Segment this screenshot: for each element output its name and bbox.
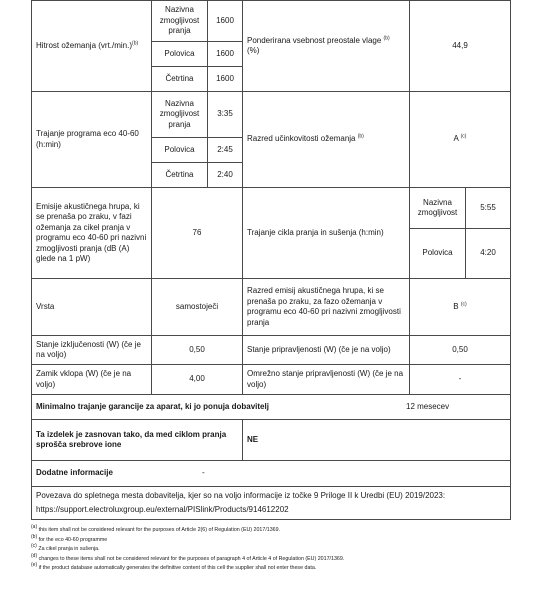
residual-moisture-label: Ponderirana vsebnost preostale vlage $^{(b)}$ (%) <box>247 34 390 55</box>
duration-value-quarter: 2:40 <box>207 162 243 188</box>
network-standby-value: - <box>409 364 511 395</box>
wash-dry-cycle-label: Trajanje cikla pranja in sušenja (h:min) <box>247 227 384 237</box>
supplier-link-url[interactable]: https://support.electroluxgroup.eu/external/PISlink/Products/914612202 <box>36 504 289 514</box>
spin-speed-value-quarter: 1600 <box>207 66 243 92</box>
residual-moisture-value: 44,9 <box>409 0 511 92</box>
off-mode-label: Stanje izključenosti (W) (če je na voljo) <box>36 339 141 359</box>
off-mode-label-cell <box>31 335 152 365</box>
spin-speed-label-cell <box>31 0 152 92</box>
warranty-row <box>31 394 511 420</box>
spin-speed-value-rated: 1600 <box>207 0 243 42</box>
additional-info-label: Dodatne informacije <box>36 468 113 478</box>
residual-moisture-label-cell <box>242 0 410 92</box>
spin-speed-program-half: Polovica <box>151 41 208 67</box>
spin-efficiency-label-cell <box>242 91 410 188</box>
warranty-value: 12 mesecev <box>406 401 450 411</box>
noise-class-label: Razred emisij akustičnega hrupa, ki se prenaša po zraku, za fazo ožemanja v programu eco 40-60 pri nazivni zmogljivosti pranja <box>247 286 401 327</box>
footnote-c: $^{(c)}$ Za cikel pranja in sušenja. <box>31 543 100 552</box>
wash-dry-program-half: Polovica <box>409 228 466 279</box>
duration-value-half: 2:45 <box>207 137 243 163</box>
programme-duration-label-cell <box>31 91 152 188</box>
spin-speed-program-rated: Nazivna zmogljivost pranja <box>151 0 208 42</box>
footnote-d: $^{(d)}$ changes to these items shall not be considered relevant for the purposes of paragraph 4 of Article 4 of Regulation (EU) 2017/1369. <box>31 552 345 562</box>
noise-label: Emisije akustičnega hrupa, ki se prenaša po zraku, v fazi ožemanja za cikel pranja v programu eco 40-60 pri nazivni zmogljivosti pranja (dB (A) glede na 1 pW) <box>36 201 147 263</box>
silver-ion-label-cell <box>31 419 243 461</box>
duration-value-rated: 3:35 <box>207 91 243 138</box>
wash-dry-program-rated: Nazivna zmogljivost <box>409 187 466 229</box>
noise-class-value: B $^{(c)}$ <box>409 278 511 336</box>
spin-efficiency-value: A $^{(c)}$ <box>409 91 511 188</box>
spin-speed-program-quarter: Četrtina <box>151 66 208 92</box>
network-standby-label: Omrežno stanje pripravljenosti (W) (če je na voljo) <box>247 369 404 389</box>
off-mode-value: 0,50 <box>151 335 243 365</box>
noise-class-label-cell <box>242 278 410 336</box>
type-label-cell <box>31 278 152 336</box>
silver-ion-value: NE <box>247 434 259 444</box>
supplier-link-row <box>31 486 511 520</box>
wash-dry-value-rated: 5:55 <box>465 187 511 229</box>
supplier-link-text: Povezava do spletnega mesta dobavitelja, kjer so na voljo informacije iz točke 9 Priloge II k Uredbi (EU) 2019/2023: <box>36 491 446 500</box>
footnote-a: $^{(a)}$ this item shall not be considered relevant for the purposes of Article 2(6) of Regulation (EU) 2017/1369. <box>31 524 281 533</box>
delay-start-label-cell <box>31 364 152 395</box>
footnote-b: $^{(b)}$ for the eco 40-60 programme <box>31 533 108 543</box>
standby-label-cell <box>242 335 410 365</box>
footnotes <box>31 526 511 574</box>
additional-info-row <box>31 460 511 487</box>
programme-duration-label: Trajanje programa eco 40-60 (h:min) <box>36 129 139 149</box>
spin-efficiency-label: Razred učinkovitosti ožemanja $^{(b)}$ <box>247 133 364 144</box>
spin-speed-value-half: 1600 <box>207 41 243 67</box>
type-value: samostoječi <box>151 278 243 336</box>
wash-dry-cycle-label-cell <box>242 187 410 279</box>
wash-dry-value-half: 4:20 <box>465 228 511 279</box>
network-standby-label-cell <box>242 364 410 395</box>
additional-info-value: - <box>202 468 205 478</box>
type-label: Vrsta <box>36 301 55 311</box>
duration-program-quarter: Četrtina <box>151 162 208 188</box>
duration-program-rated: Nazivna zmogljivost pranja <box>151 91 208 138</box>
warranty-label: Minimalno trajanje garancije za aparat, ki jo ponuja dobavitelj <box>36 401 269 411</box>
footnote-e: $^{(e)}$ if the product database automatically generates the definitive content of this cell the supplier shall not enter these data. <box>31 562 317 571</box>
silver-ion-label: Ta izdelek je zasnovan tako, da med ciklom pranja sprošča srebrove ione <box>36 429 227 449</box>
silver-ion-value-cell <box>242 419 511 461</box>
noise-label-cell <box>31 187 152 279</box>
delay-start-label: Zamik vklopa (W) (če je na voljo) <box>36 369 132 389</box>
noise-value: 76 <box>151 187 243 279</box>
spin-speed-label: Hitrost ožemanja $(vrt./\min.)^{(b)}$ <box>36 40 139 50</box>
duration-program-half: Polovica <box>151 137 208 163</box>
delay-start-value: 4,00 <box>151 364 243 395</box>
standby-label: Stanje pripravljenosti (W) (če je na voljo) <box>247 344 391 354</box>
standby-value: 0,50 <box>409 335 511 365</box>
